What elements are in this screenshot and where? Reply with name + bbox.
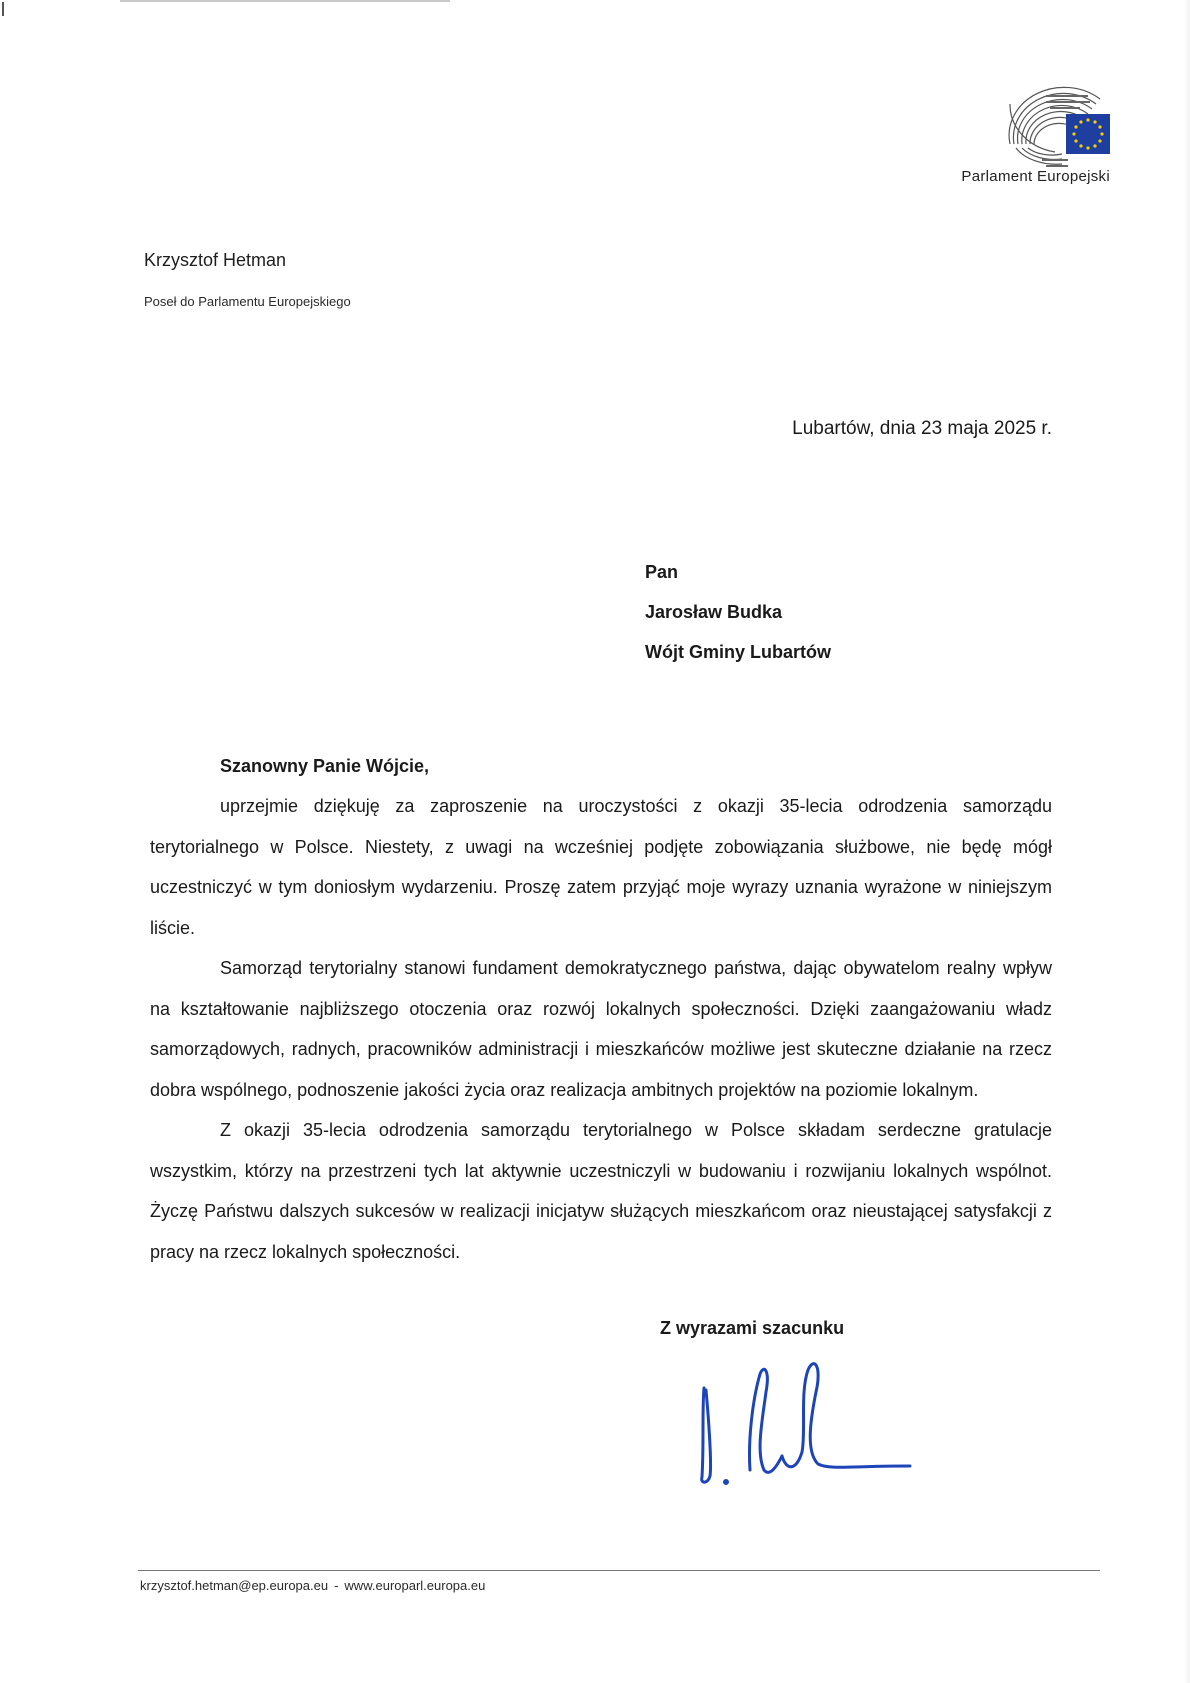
footer-contact [140, 1578, 485, 1593]
handwritten-signature [690, 1352, 930, 1492]
footer-separator: - [334, 1578, 339, 1593]
letter-body [150, 786, 1052, 1272]
page-edge-shadow [1184, 0, 1190, 1683]
footer-email: krzysztof.hetman@ep.europa.eu [140, 1578, 329, 1593]
recipient-block [645, 552, 831, 672]
salutation: Szanowny Panie Wójcie, [220, 756, 430, 776]
scan-artifact-line [120, 0, 450, 2]
logo-caption: Parlament Europejski [961, 168, 1110, 185]
recipient-line: Pan [645, 562, 679, 582]
scan-artifact-tick [2, 2, 4, 16]
recipient-line: Jarosław Budka [645, 602, 783, 622]
place-date: Lubartów, dnia 23 maja 2025 r. [792, 418, 1052, 439]
footer-divider [138, 1570, 1100, 1571]
sender-name: Krzysztof Hetman [144, 250, 287, 270]
recipient-line: Wójt Gminy Lubartów [645, 642, 831, 662]
paragraph: uprzejmie dziękuję za zaproszenie na uroczystości z okazji 35-lecia odrodzenia samorządu terytorialnego w Polsce. Niestety, z uwagi na wcześniej podjęte zobowiązania służbowe, nie będę mógł uczestniczyć w tym doniosłym wydarzeniu. Proszę zatem przyjąć moje wyrazy uznania wyrażone w niniejszym liście. [150, 796, 1052, 938]
closing: Z wyrazami szacunku [660, 1318, 845, 1338]
footer-website: www.europarl.europa.eu [344, 1578, 486, 1593]
sender-role: Poseł do Parlamentu Europejskiego [144, 294, 351, 309]
paragraph: Z okazji 35-lecia odrodzenia samorządu terytorialnego w Polsce składam serdeczne gratulacje wszystkim, którzy na przestrzeni tych lat aktywnie uczestniczyli w budowaniu i rozwijaniu lokalnych wspólnot. Życzę Państwu dalszych sukcesów w realizacji inicjatyw służących mieszkańcom oraz nieustającej satysfakcji z pracy na rzecz lokalnych społeczności. [150, 1120, 1052, 1262]
paragraph: Samorząd terytorialny stanowi fundament demokratycznego państwa, dając obywatelom realny wpływ na kształtowanie najbliższego otoczenia oraz rozwój lokalnych społeczności. Dzięki zaangażowaniu władz samorządowych, radnych, pracowników administracji i mieszkańców możliwe jest skuteczne działanie na rzecz dobra wspólnego, podnoszenie jakości życia oraz realizacja ambitnych projektów na poziomie lokalnym. [150, 958, 1052, 1100]
